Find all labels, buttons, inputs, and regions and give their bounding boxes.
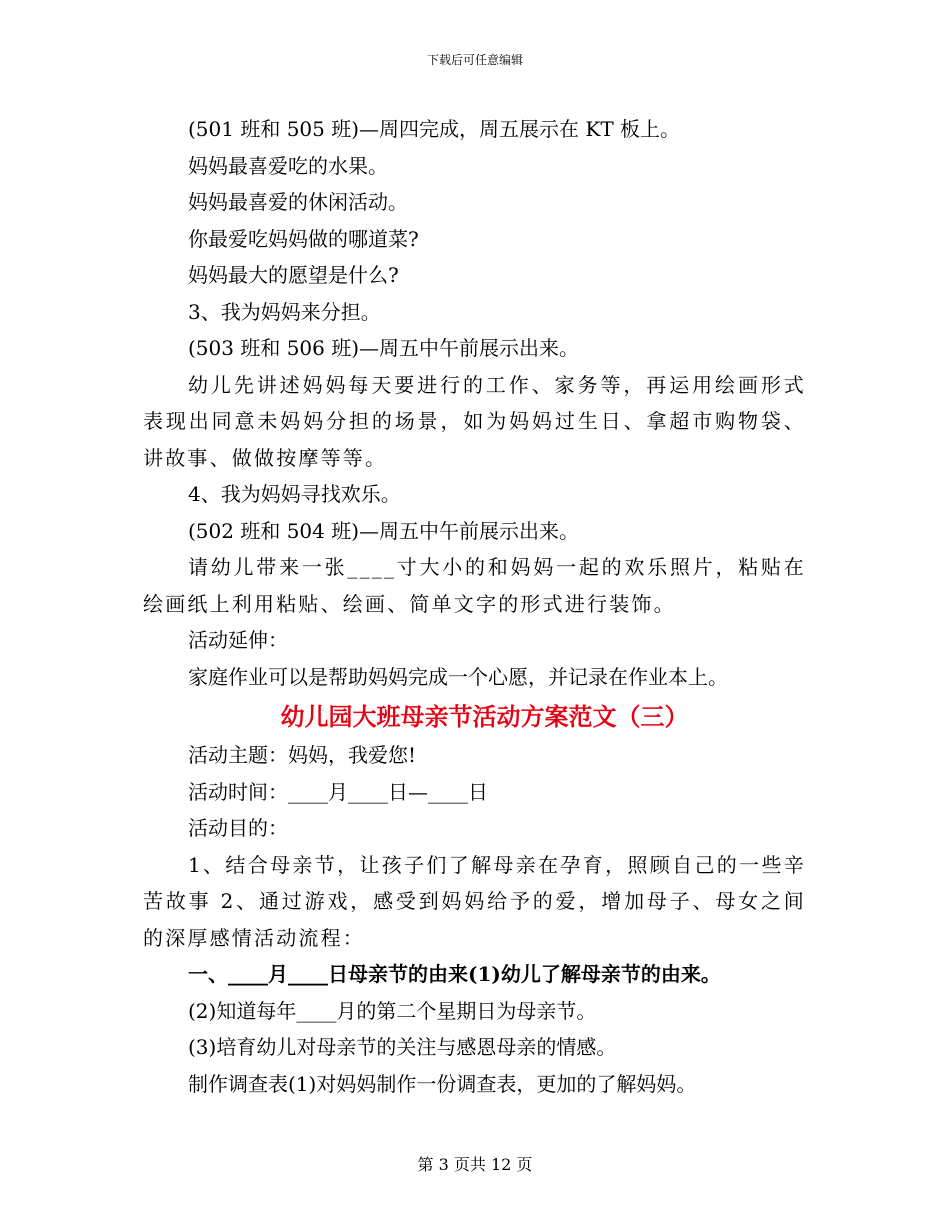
body-line: 活动目的：	[188, 816, 288, 840]
body-line: 家庭作业可以是帮助妈妈完成一个心愿，并记录在作业本上。	[188, 664, 728, 689]
section-heading: 4、我为妈妈寻找欢乐。	[188, 482, 401, 506]
section-heading: 3、我为妈妈来分担。	[188, 299, 381, 324]
body-line: 妈妈最大的愿望是什么?	[188, 263, 399, 287]
document-body	[143, 111, 806, 1102]
body-line: (501 班和 505 班)—周四完成，周五展示在 KT 板上。	[188, 117, 681, 141]
body-line: (2)知道每年____月的第二个星期日为母亲节。	[188, 998, 597, 1023]
body-line: 活动延伸：	[188, 628, 288, 652]
body-line: (3)培育幼儿对母亲节的关注与感恩母亲的情感。	[188, 1035, 617, 1059]
body-line: (502 班和 504 班)—周五中午前展示出来。	[188, 518, 580, 543]
body-paragraph: 幼儿先讲述妈妈每天要进行的工作、家务等，再运用绘画形式表现出同意未妈妈分担的场景，如为妈妈过生日、拿超市购物袋、讲故事、做做按摩等等。	[143, 372, 806, 470]
page-footer: 第 3 页共 12 页	[417, 1155, 533, 1174]
body-line: (503 班和 506 班)—周五中午前展示出来。	[188, 336, 580, 360]
body-line: 活动主题：妈妈，我爱您!	[188, 743, 417, 767]
body-line: 妈妈最喜爱的休闲活动。	[188, 190, 408, 214]
section-heading-bold: 一、____月____日母亲节的由来(1)幼儿了解母亲节的由来。	[188, 962, 721, 986]
body-paragraph: 请幼儿带来一张____寸大小的和妈妈一起的欢乐照片，粘贴在绘画纸上利用粘贴、绘画、简单文字的形式进行装饰。	[143, 555, 806, 616]
body-line: 妈妈最喜爱吃的水果。	[188, 153, 388, 178]
body-line: 制作调查表(1)对妈妈制作一份调查表，更加的了解妈妈。	[188, 1071, 697, 1096]
document-title: 幼儿园大班母亲节活动方案范文（三）	[280, 702, 689, 731]
page-header: 下载后可任意编辑	[426, 53, 523, 67]
body-line: 活动时间：____月____日—____日	[188, 779, 488, 804]
body-paragraph: 1、结合母亲节，让孩子们了解母亲在孕育，照顾自己的一些辛苦故事 2、通过游戏，感受到妈妈给予的爱，增加母子、母女之间的深厚感情活动流程：	[143, 852, 806, 950]
body-line: 你最爱吃妈妈做的哪道菜?	[188, 226, 419, 251]
